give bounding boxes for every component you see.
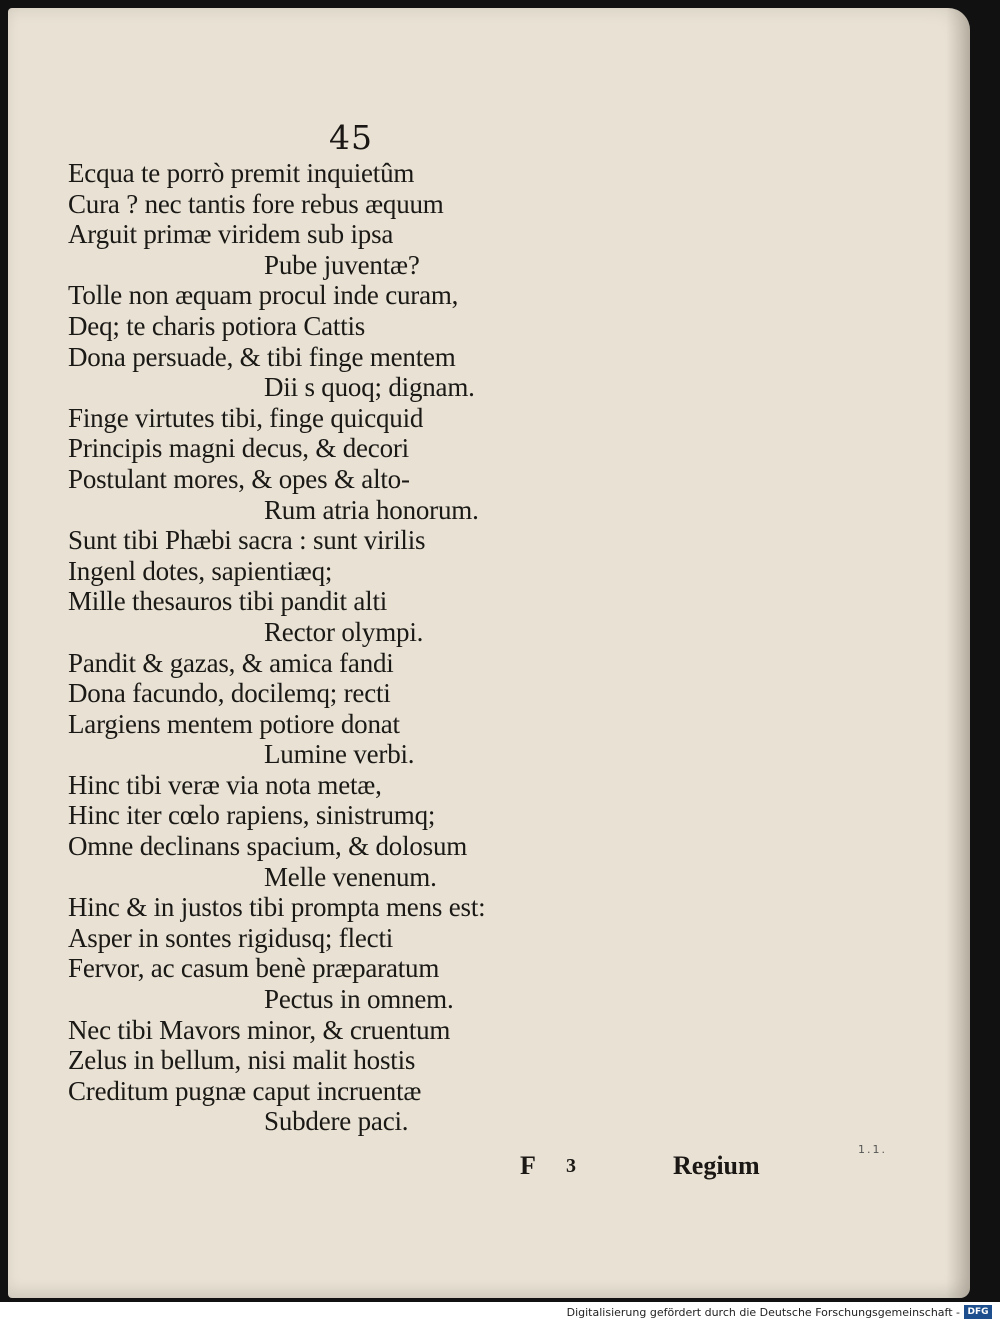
- signature-number: 3: [566, 1155, 576, 1177]
- poem-line: Arguit primæ viridem sub ipsa: [68, 219, 394, 250]
- poem-line: Fervor, ac casum benè præparatum: [68, 953, 440, 984]
- poem-line: Pectus in omnem.: [264, 984, 454, 1015]
- poem-line: Finge virtutes tibi, finge quicquid: [68, 402, 424, 433]
- poem-line: Omne declinans spacium, & dolosum: [68, 831, 468, 862]
- poem-line: Dii s quoq; dignam.: [264, 372, 475, 403]
- poem-line: Postulant mores, & opes & alto-: [68, 463, 410, 494]
- credit-bar: [0, 1302, 1000, 1323]
- poem-line: Ecqua te porrò premit inquietûm: [68, 158, 415, 188]
- poem-line: Hinc tibi veræ via nota metæ,: [68, 769, 382, 800]
- poem-text: [68, 158, 485, 1137]
- poem-line: Hinc & in justos tibi prompta mens est:: [68, 892, 486, 923]
- poem-line: Deq; te charis potiora Cattis: [68, 310, 366, 341]
- poem-line: Subdere paci.: [264, 1106, 409, 1137]
- credit-text: Digitalisierung gefördert durch die Deutsche Forschungsgemeinschaft -: [566, 1306, 960, 1319]
- book-page: [8, 8, 970, 1298]
- poem-line: Rector olympi.: [264, 616, 424, 647]
- poem-line: Cura ? nec tantis fore rebus æquum: [68, 188, 444, 219]
- catchword: Regium: [673, 1151, 760, 1180]
- signature-mark: F: [520, 1151, 536, 1180]
- poem-line: Pandit & gazas, & amica fandi: [68, 647, 394, 678]
- page-number: 45: [329, 118, 373, 157]
- poem-line: Largiens mentem potiore donat: [68, 708, 400, 739]
- poem-line: Ingenl dotes, sapientiæq;: [68, 555, 333, 586]
- poem-line: Dona persuade, & tibi finge mentem: [68, 341, 456, 372]
- poem-line: Mille thesauros tibi pandit alti: [68, 586, 388, 617]
- page-edge-shadow: [946, 8, 970, 1298]
- poem-line: Melle venenum.: [264, 861, 437, 892]
- poem-line: Rum atria honorum.: [264, 494, 479, 525]
- poem-line: Principis magni decus, & decori: [68, 433, 409, 464]
- pencil-annotation: 1.1.: [858, 1143, 887, 1156]
- poem-line: Asper in sontes rigidusq; flecti: [68, 922, 394, 953]
- poem-line: Nec tibi Mavors minor, & cruentum: [68, 1014, 451, 1045]
- poem-line: Zelus in bellum, nisi malit hostis: [68, 1045, 416, 1076]
- dfg-logo-icon: DFG: [964, 1305, 992, 1319]
- poem-line: Lumine verbi.: [264, 739, 415, 770]
- poem-line: Dona facundo, docilemq; recti: [68, 678, 391, 709]
- poem-line: Hinc iter cœlo rapiens, sinistrumq;: [68, 800, 436, 831]
- poem-line: Tolle non æquam procul inde curam,: [68, 280, 459, 311]
- poem-line: Creditum pugnæ caput incruentæ: [68, 1075, 422, 1106]
- poem-line: Sunt tibi Phæbi sacra : sunt virilis: [68, 525, 426, 556]
- poem-line: Pube juventæ?: [264, 249, 420, 280]
